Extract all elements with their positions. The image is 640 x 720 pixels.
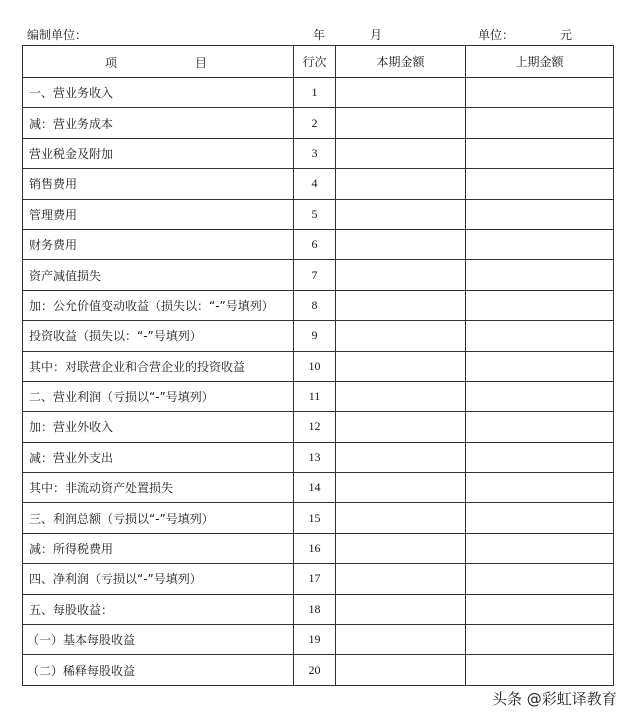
row-current-amount-cell[interactable] [336, 199, 466, 229]
row-previous-amount-cell[interactable] [466, 381, 614, 411]
table-row [23, 473, 614, 503]
row-previous-amount-cell[interactable] [466, 564, 614, 594]
row-current-amount-cell[interactable] [336, 594, 466, 624]
row-previous-amount-cell[interactable] [466, 138, 614, 168]
row-current-amount-cell[interactable] [336, 442, 466, 472]
row-current-amount-cell[interactable] [336, 138, 466, 168]
row-previous-amount-cell[interactable] [466, 199, 614, 229]
row-current-amount-cell[interactable] [336, 229, 466, 259]
row-previous-amount-cell[interactable] [466, 169, 614, 199]
row-current-amount-cell[interactable] [336, 655, 466, 685]
income-statement-table [22, 45, 614, 686]
row-previous-amount-cell[interactable] [466, 473, 614, 503]
table-row [23, 229, 614, 259]
row-item-label: 四、净利润（亏损以“-”号填列） [23, 564, 294, 594]
row-item-label: 加：营业外收入 [23, 412, 294, 442]
row-previous-amount-cell[interactable] [466, 625, 614, 655]
table-row [23, 412, 614, 442]
year-label: 年 [313, 28, 326, 42]
table-row [23, 594, 614, 624]
column-header-item-left: 项 [105, 56, 118, 70]
row-line-number: 18 [294, 594, 336, 624]
table-row [23, 321, 614, 351]
row-previous-amount-cell[interactable] [466, 412, 614, 442]
row-item-label: 资产减值损失 [23, 260, 294, 290]
row-line-number: 1 [294, 78, 336, 108]
row-previous-amount-cell[interactable] [466, 78, 614, 108]
row-previous-amount-cell[interactable] [466, 351, 614, 381]
table-row [23, 442, 614, 472]
row-line-number: 11 [294, 381, 336, 411]
table-header-row [23, 46, 614, 78]
row-item-label: 五、每股收益： [23, 594, 294, 624]
table-row [23, 351, 614, 381]
row-item-label: 减：营业外支出 [23, 442, 294, 472]
row-current-amount-cell[interactable] [336, 473, 466, 503]
row-current-amount-cell[interactable] [336, 564, 466, 594]
table-row [23, 169, 614, 199]
row-current-amount-cell[interactable] [336, 290, 466, 320]
table-row [23, 199, 614, 229]
row-line-number: 8 [294, 290, 336, 320]
table-row [23, 381, 614, 411]
row-item-label: 营业税金及附加 [23, 138, 294, 168]
row-line-number: 16 [294, 533, 336, 563]
column-header-previous-amount: 上期金额 [466, 46, 614, 78]
row-line-number: 5 [294, 199, 336, 229]
row-previous-amount-cell[interactable] [466, 229, 614, 259]
row-current-amount-cell[interactable] [336, 381, 466, 411]
unit-label: 单位： [478, 28, 515, 42]
row-line-number: 12 [294, 412, 336, 442]
row-item-label: 其中：对联营企业和合营企业的投资收益 [23, 351, 294, 381]
row-item-label: （一）基本每股收益 [23, 625, 294, 655]
table-row [23, 655, 614, 685]
row-previous-amount-cell[interactable] [466, 533, 614, 563]
row-line-number: 13 [294, 442, 336, 472]
row-line-number: 14 [294, 473, 336, 503]
row-current-amount-cell[interactable] [336, 533, 466, 563]
row-item-label: 减：所得税费用 [23, 533, 294, 563]
row-current-amount-cell[interactable] [336, 351, 466, 381]
row-previous-amount-cell[interactable] [466, 260, 614, 290]
table-row [23, 625, 614, 655]
row-current-amount-cell[interactable] [336, 169, 466, 199]
row-previous-amount-cell[interactable] [466, 108, 614, 138]
column-header-line-no: 行次 [294, 46, 336, 78]
table-row [23, 260, 614, 290]
table-row [23, 108, 614, 138]
report-header-line [0, 26, 640, 44]
row-item-label: （二）稀释每股收益 [23, 655, 294, 685]
row-line-number: 19 [294, 625, 336, 655]
row-line-number: 17 [294, 564, 336, 594]
row-current-amount-cell[interactable] [336, 412, 466, 442]
table-row [23, 503, 614, 533]
row-line-number: 6 [294, 229, 336, 259]
row-previous-amount-cell[interactable] [466, 290, 614, 320]
row-current-amount-cell[interactable] [336, 78, 466, 108]
row-previous-amount-cell[interactable] [466, 503, 614, 533]
table-row [23, 78, 614, 108]
row-item-label: 三、利润总额（亏损以“-”号填列） [23, 503, 294, 533]
row-item-label: 其中：非流动资产处置损失 [23, 473, 294, 503]
row-current-amount-cell[interactable] [336, 260, 466, 290]
row-item-label: 管理费用 [23, 199, 294, 229]
row-line-number: 20 [294, 655, 336, 685]
row-item-label: 减：营业务成本 [23, 108, 294, 138]
row-previous-amount-cell[interactable] [466, 442, 614, 472]
column-header-current-amount: 本期金额 [336, 46, 466, 78]
row-line-number: 2 [294, 108, 336, 138]
watermark: 头条 @彩虹译教育 [492, 690, 617, 708]
column-header-item-right: 目 [195, 56, 208, 70]
row-current-amount-cell[interactable] [336, 108, 466, 138]
row-item-label: 投资收益（损失以：“-”号填列） [23, 321, 294, 351]
row-previous-amount-cell[interactable] [466, 655, 614, 685]
row-current-amount-cell[interactable] [336, 321, 466, 351]
table-row [23, 533, 614, 563]
row-current-amount-cell[interactable] [336, 503, 466, 533]
row-line-number: 7 [294, 260, 336, 290]
row-item-label: 二、营业利润（亏损以“-”号填列） [23, 381, 294, 411]
row-item-label: 财务费用 [23, 229, 294, 259]
row-line-number: 3 [294, 138, 336, 168]
unit-value: 元 [560, 28, 573, 42]
row-previous-amount-cell[interactable] [466, 594, 614, 624]
table-row [23, 564, 614, 594]
row-current-amount-cell[interactable] [336, 625, 466, 655]
row-item-label: 加：公允价值变动收益（损失以：“-”号填列） [23, 290, 294, 320]
row-item-label: 一、营业务收入 [23, 78, 294, 108]
row-line-number: 15 [294, 503, 336, 533]
row-line-number: 9 [294, 321, 336, 351]
month-label: 月 [370, 28, 383, 42]
row-line-number: 10 [294, 351, 336, 381]
row-item-label: 销售费用 [23, 169, 294, 199]
row-line-number: 4 [294, 169, 336, 199]
column-header-item [23, 46, 294, 78]
table-row [23, 290, 614, 320]
compiler-label: 编制单位： [27, 28, 88, 42]
row-previous-amount-cell[interactable] [466, 321, 614, 351]
table-row [23, 138, 614, 168]
